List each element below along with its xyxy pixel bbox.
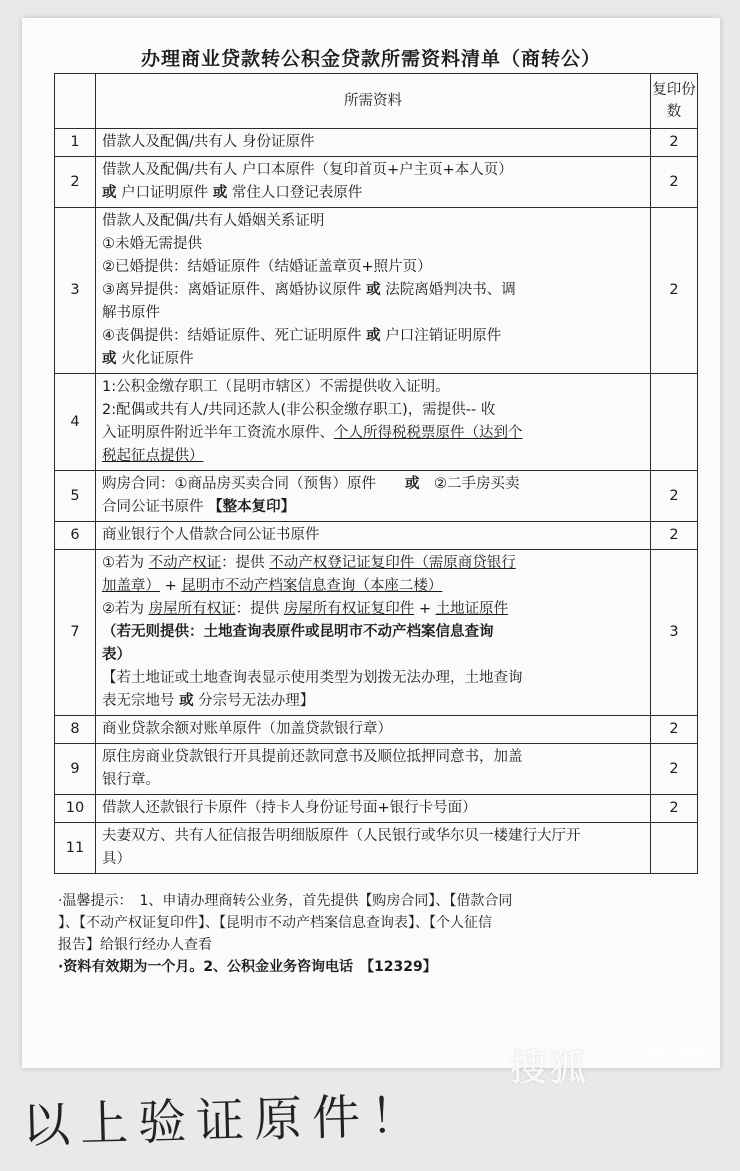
- material-line: [102, 524, 644, 547]
- material-line: [102, 746, 644, 769]
- material-line: [102, 376, 644, 399]
- row-materials: [96, 129, 651, 157]
- row-copies: 2: [651, 471, 698, 522]
- material-line: [102, 325, 644, 348]
- material-line: [102, 279, 644, 302]
- material-line: [102, 825, 644, 848]
- text-run: 1:公积金缴存职工（昆明市辖区）不需提供收入证明。: [102, 379, 450, 395]
- note-line: 】、【不动产权证复印件】、【昆明市不动产档案信息查询表】、【个人征信: [58, 915, 492, 931]
- text-run: 【若土地证或土地查询表显示使用类型为划拨无法办理，土地查询: [102, 670, 523, 686]
- row-number: 7: [55, 550, 96, 716]
- row-number: 3: [55, 208, 96, 374]
- text-run: 商业贷款余额对账单原件（加盖贷款银行章）: [102, 721, 392, 737]
- material-line: [102, 256, 644, 279]
- row-copies: 3: [651, 550, 698, 716]
- text-run: 户口注销证明原件: [380, 328, 502, 344]
- text-run: 法院离婚判决书、调: [380, 282, 516, 298]
- row-number: 10: [55, 795, 96, 823]
- material-line: [102, 575, 644, 598]
- text-run: 具）: [102, 851, 131, 867]
- text-run: 或: [405, 476, 420, 492]
- text-run: +: [414, 601, 436, 617]
- watermark-brand: 搜狐: [510, 1048, 591, 1089]
- row-materials: [96, 744, 651, 795]
- text-run: 分宗号无法办理】: [193, 693, 315, 709]
- text-run: 个人所得税税票原件（达到个: [334, 425, 523, 441]
- text-run: 表）: [102, 647, 131, 663]
- row-copies: 2: [651, 744, 698, 795]
- material-line: [102, 159, 644, 182]
- table-row: [55, 471, 698, 522]
- table-body: [55, 129, 698, 874]
- material-line: [102, 644, 644, 667]
- table-row: [55, 550, 698, 716]
- note-line: 报告】给银行经办人查看: [58, 937, 212, 953]
- material-line: [102, 210, 644, 233]
- text-run: 合同公证书原件: [102, 499, 209, 515]
- watermark-sub: 地产 昆明: [648, 1046, 705, 1061]
- handwritten-note: 以上验证原件！: [21, 1087, 429, 1155]
- material-line: [102, 399, 644, 422]
- note-line: ·温馨提示： 1、申请办理商转公业务，首先提供【购房合同】、【借款合同: [58, 893, 513, 909]
- text-run: 原住房商业贷款银行开具提前还款同意书及顺位抵押同意书，加盖: [102, 749, 523, 765]
- row-materials: [96, 471, 651, 522]
- text-run: 解书原件: [102, 305, 160, 321]
- text-run: 或: [179, 693, 194, 709]
- text-run: +: [160, 578, 182, 594]
- material-line: [102, 302, 644, 325]
- row-number: 2: [55, 157, 96, 208]
- material-line: [102, 848, 644, 871]
- text-run: ④丧偶提供：结婚证原件、死亡证明原件: [102, 328, 367, 344]
- text-run: ：提供: [235, 601, 284, 617]
- header-copies: 复印份数: [651, 74, 698, 129]
- text-run: 入证明原件附近半年工资流水原件、: [102, 425, 334, 441]
- table-row: [55, 823, 698, 874]
- text-run: 或: [102, 185, 117, 201]
- material-line: [102, 131, 644, 154]
- text-run: 【整本复印】: [208, 499, 296, 515]
- note-line: ·资料有效期为一个月。2、公积金业务咨询电话 【12329】: [58, 959, 437, 975]
- text-run: （若无则提供：土地查询表原件或昆明市不动产档案信息查询: [102, 624, 494, 640]
- material-line: [102, 769, 644, 792]
- material-line: [102, 621, 644, 644]
- text-run: 土地证原件: [435, 601, 509, 617]
- row-materials: [96, 823, 651, 874]
- table-row: [55, 157, 698, 208]
- material-line: [102, 667, 644, 690]
- text-run: 表无宗地号: [102, 693, 180, 709]
- row-copies: [651, 374, 698, 471]
- table-header-row: [55, 74, 698, 129]
- text-run: 借款人及配偶/共有人 户口本原件（复印首页+户主页+本人页）: [102, 162, 513, 178]
- material-line: [102, 233, 644, 256]
- row-number: 4: [55, 374, 96, 471]
- text-run: 购房合同：①商品房买卖合同（预售）原件: [102, 476, 405, 492]
- text-run: ：提供: [221, 555, 270, 571]
- material-line: [102, 797, 644, 820]
- text-run: ③离异提供：离婚证原件、离婚协议原件: [102, 282, 367, 298]
- table-row: [55, 744, 698, 795]
- document-sheet: [22, 18, 720, 1068]
- text-run: 借款人还款银行卡原件（持卡人身份证号面+银行卡号面）: [102, 800, 477, 816]
- row-materials: [96, 716, 651, 744]
- text-run: 或: [102, 351, 117, 367]
- text-run: 夫妻双方、共有人征信报告明细版原件（人民银行或华尔贝一楼建行大厅开: [102, 828, 581, 844]
- text-run: 常住人口登记表原件: [227, 185, 363, 201]
- table-row: [55, 522, 698, 550]
- header-materials: 所需资料: [96, 74, 651, 129]
- row-number: 6: [55, 522, 96, 550]
- row-materials: [96, 157, 651, 208]
- material-line: [102, 552, 644, 575]
- text-run: ②二手房买卖: [419, 476, 520, 492]
- text-run: 不动产权证: [148, 555, 222, 571]
- material-line: [102, 473, 644, 496]
- text-run: 加盖章）: [102, 578, 160, 594]
- table-row: [55, 795, 698, 823]
- material-line: [102, 348, 644, 371]
- text-run: 借款人及配偶/共有人婚姻关系证明: [102, 213, 325, 229]
- text-run: ②已婚提供：结婚证原件（结婚证盖章页+照片页）: [102, 259, 432, 275]
- row-copies: 2: [651, 129, 698, 157]
- row-number: 8: [55, 716, 96, 744]
- text-run: ①若为: [102, 555, 149, 571]
- row-materials: [96, 550, 651, 716]
- row-copies: 2: [651, 795, 698, 823]
- row-number: 1: [55, 129, 96, 157]
- text-run: ②若为: [102, 601, 149, 617]
- row-copies: 2: [651, 157, 698, 208]
- row-copies: 2: [651, 716, 698, 744]
- text-run: 或: [212, 185, 228, 201]
- row-materials: [96, 374, 651, 471]
- table-row: [55, 208, 698, 374]
- material-line: [102, 690, 644, 713]
- text-run: 户口证明原件: [116, 185, 213, 201]
- text-run: 借款人及配偶/共有人 身份证原件: [102, 134, 315, 150]
- material-line: [102, 422, 644, 445]
- row-copies: [651, 823, 698, 874]
- material-line: [102, 445, 644, 468]
- text-run: 火化证原件: [116, 351, 194, 367]
- material-line: [102, 496, 644, 519]
- row-materials: [96, 795, 651, 823]
- row-number: 9: [55, 744, 96, 795]
- row-materials: [96, 208, 651, 374]
- table-row: [55, 716, 698, 744]
- material-line: [102, 182, 644, 205]
- text-run: 房屋所有权证: [148, 601, 236, 617]
- text-run: ①未婚无需提供: [102, 236, 202, 252]
- row-materials: [96, 522, 651, 550]
- material-line: [102, 718, 644, 741]
- text-run: 房屋所有权证复印件: [283, 601, 415, 617]
- text-run: 或: [366, 328, 381, 344]
- text-run: 银行章。: [102, 772, 160, 788]
- materials-table: [54, 73, 698, 874]
- row-number: 5: [55, 471, 96, 522]
- header-number-cell: [55, 74, 96, 129]
- text-run: 2:配偶或共有人/共同还款人(非公积金缴存职工)，需提供-- 收: [102, 402, 496, 418]
- document-title: 办理商业贷款转公积金贷款所需资料清单（商转公）: [140, 48, 601, 70]
- table-row: [55, 129, 698, 157]
- row-copies: 2: [651, 522, 698, 550]
- text-run: 或: [366, 282, 381, 298]
- text-run: 不动产权登记证复印件（需原商贷银行: [269, 555, 516, 571]
- text-run: 税起征点提供）: [102, 448, 204, 464]
- table-row: [55, 374, 698, 471]
- material-line: [102, 598, 644, 621]
- row-copies: 2: [651, 208, 698, 374]
- row-number: 11: [55, 823, 96, 874]
- text-run: 昆明市不动产档案信息查询（本座二楼）: [181, 578, 443, 594]
- text-run: 商业银行个人借款合同公证书原件: [102, 527, 320, 543]
- notes-block: [58, 890, 694, 978]
